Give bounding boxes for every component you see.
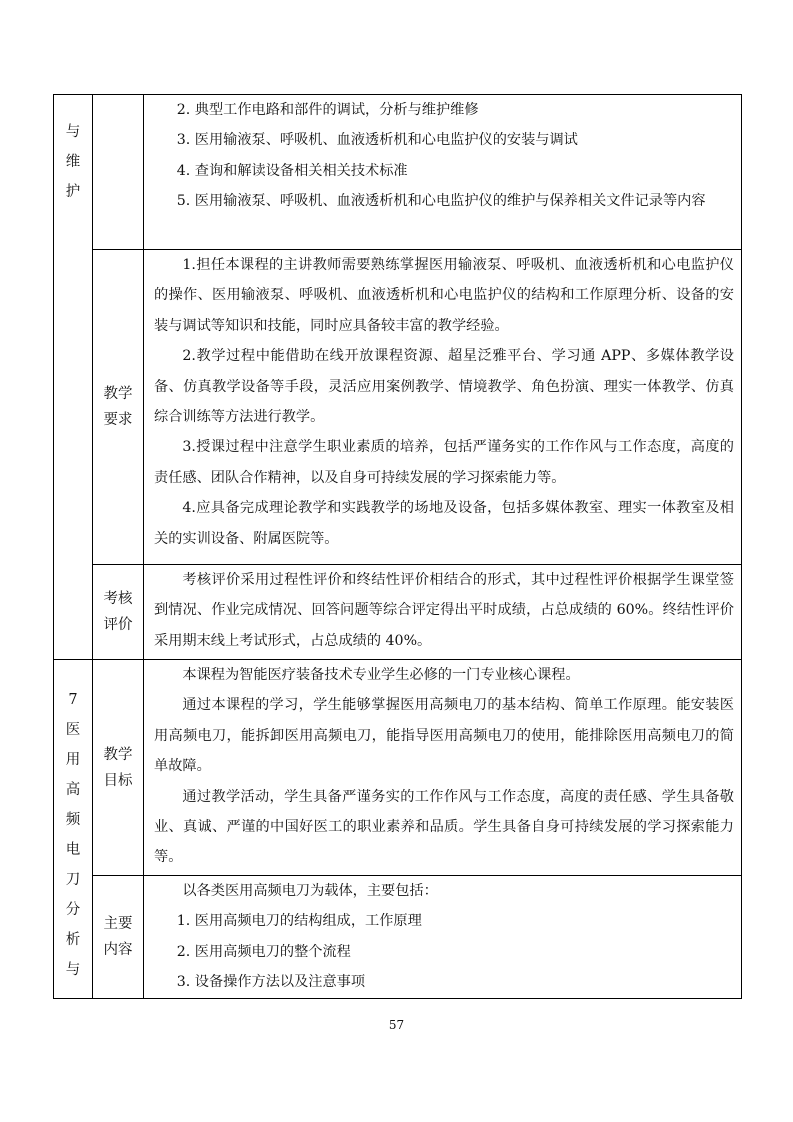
title-char: 7: [68, 691, 78, 708]
assessment-text: 考核评价采用过程性评价和终结性评价相结合的形式，其中过程性评价根据学生课堂签到情况、作业完成情况、回答问题等综合评定得出平时成绩，占总成绩的 60%。终结性评价采用期末线上考试形式，占总成绩的 40%。: [154, 572, 734, 649]
objective-paragraph: 通过本课程的学习，学生能够掌握医用高频电刀的基本结构、简单工作原理。能安装医用高频电刀，能拆卸医用高频电刀，能指导医用高频电刀的使用，能排除医用高频电刀的简单故障。: [154, 697, 734, 775]
content-item: 1. 医用高频电刀的结构组成，工作原理: [176, 913, 422, 930]
title-char: 高: [65, 781, 81, 798]
title-char: 用: [65, 751, 81, 768]
content-item: 2. 医用高频电刀的整个流程: [176, 943, 351, 960]
section-title-continued: [54, 95, 92, 659]
label-assessment: [92, 564, 143, 659]
title-char: 分: [65, 901, 81, 918]
title-char: 医: [65, 721, 81, 738]
title-char: 电: [65, 841, 81, 858]
requirement-paragraph: 4.应具备完成理论教学和实践教学的场地及设备，包括多媒体教室、理实一体教室及相关的实训设备、附属医院等。: [154, 500, 734, 547]
label-line: 主要: [103, 916, 133, 932]
course-table: [53, 94, 742, 999]
teaching-objectives-content: [143, 659, 741, 875]
title-char: 刀: [65, 871, 81, 888]
assessment-content: [143, 564, 741, 659]
label-line: 考核: [103, 591, 133, 607]
requirement-paragraph: 1.担任本课程的主讲教师需要熟练掌握医用输液泵、呼吸机、血液透析机和心电监护仪的操作、医用输液泵、呼吸机、血液透析机和心电监护仪的结构和工作原理分析、设备的安装与调试等知识和技能，同时应具备较丰富的教学经验。: [154, 257, 734, 334]
label-line: 内容: [103, 942, 133, 958]
title-char: 维: [65, 154, 81, 170]
content-item: 4. 查询和解读设备相关相关技术标准: [176, 162, 408, 179]
objective-paragraph: 通过教学活动，学生具备严谨务实的工作作风与工作态度，高度的责任感、学生具备敬业、真诚、严谨的中国好医工的职业素养和品质。学生具备自身可持续发展的学习探索能力等。: [154, 788, 734, 866]
content-item: 5. 医用输液泵、呼吸机、血液透析机和心电监护仪的维护与保养相关文件记录等内容: [176, 193, 706, 210]
content-item: 3. 设备操作方法以及注意事项: [176, 974, 366, 991]
title-char: 与: [65, 124, 81, 140]
label-line: 教学: [103, 386, 133, 402]
title-char: 护: [65, 184, 81, 200]
page-number: 57: [388, 1018, 405, 1032]
label-line: 评价: [103, 617, 133, 633]
label-cell-empty: [92, 95, 143, 249]
title-char: 频: [65, 811, 81, 828]
label-teaching-requirements: [92, 249, 143, 564]
label-main-content: [92, 875, 143, 998]
content-item: 3. 医用输液泵、呼吸机、血液透析机和心电监护仪的安装与调试: [176, 132, 578, 149]
requirement-paragraph: 2.教学过程中能借助在线开放课程资源、超星泛雅平台、学习通 APP、多媒体教学设备、仿真教学设备等手段，灵活应用案例教学、情境教学、角色扮演、理实一体教学、仿真综合训练等方法进行教学。: [154, 348, 734, 426]
title-char: 与: [65, 961, 81, 978]
label-teaching-objectives: [92, 659, 143, 875]
content-items-continued: [143, 95, 741, 249]
content-item: 2. 典型工作电路和部件的调试，分析与维护维修: [176, 102, 479, 118]
title-char: 析: [65, 931, 81, 948]
objective-paragraph: 本课程为智能医疗装备技术专业学生必修的一门专业核心课程。: [182, 667, 580, 683]
requirement-paragraph: 3.授课过程中注意学生职业素质的培养，包括严谨务实的工作作风与工作态度，高度的责任感、团队合作精神，以及自身可持续发展的学习探索能力等。: [154, 439, 734, 486]
label-line: 教学: [103, 746, 133, 763]
label-line: 要求: [103, 412, 133, 428]
main-content-content: [143, 875, 741, 998]
label-line: 目标: [103, 772, 133, 789]
main-content-intro: 以各类医用高频电刀为载体，主要包括：: [182, 883, 438, 899]
section-title-course-7: [54, 659, 92, 999]
teaching-requirements-content: [143, 249, 741, 564]
